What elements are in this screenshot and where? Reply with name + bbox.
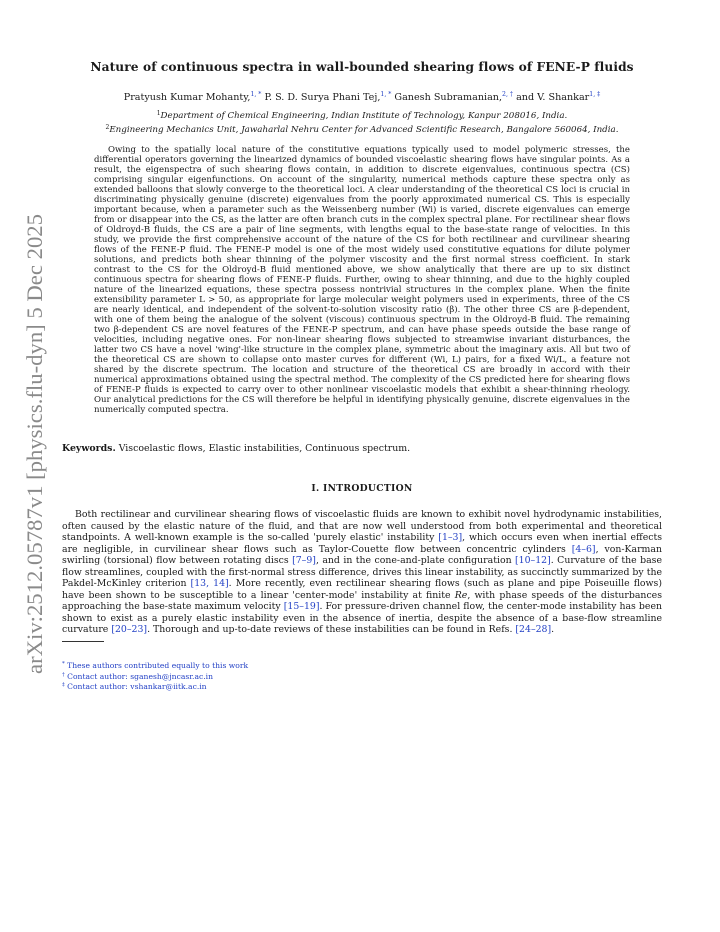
citation-link[interactable]: [1–3] bbox=[438, 532, 463, 544]
intro-text: . bbox=[551, 623, 555, 635]
intro-text: , and in the cone-and-plate configuration bbox=[315, 555, 516, 567]
affiliation-mark: 2 bbox=[105, 124, 110, 131]
footnote-mark: † bbox=[62, 671, 65, 678]
affiliation-mark: 1 bbox=[156, 110, 161, 117]
footnote-text: Contact author: sganesh@jncasr.ac.in bbox=[67, 671, 213, 681]
arxiv-identifier-text: arXiv:2512.05787v1 [physics.flu-dyn] 5 Dec 2025 bbox=[22, 217, 47, 674]
citation-link[interactable]: [24–28] bbox=[515, 623, 552, 635]
citation-link[interactable]: [10–12] bbox=[515, 555, 551, 567]
author-list bbox=[62, 89, 662, 104]
affiliation-text: Engineering Mechanics Unit, Jawaharlal Nehru Center for Advanced Scientific Research, Bangalore 560064, India. bbox=[109, 125, 619, 135]
footnote-mark: ‡ bbox=[62, 682, 65, 688]
keywords bbox=[62, 443, 662, 454]
citation-link[interactable]: [13, 14] bbox=[190, 578, 229, 590]
footnote-item[interactable] bbox=[62, 660, 662, 670]
author-name: Ganesh Subramanian, bbox=[394, 92, 503, 103]
footnote-text: These authors contributed equally to this work bbox=[67, 661, 249, 671]
footnotes bbox=[62, 660, 662, 691]
citation-link[interactable]: [4–6] bbox=[571, 543, 596, 555]
arxiv-identifier-stamp bbox=[12, 214, 52, 674]
author-name: and V. Shankar bbox=[516, 92, 590, 103]
introduction-paragraph bbox=[62, 509, 662, 635]
section-heading-introduction: I. INTRODUCTION bbox=[311, 483, 413, 495]
intro-text: . Thorough and up-to-date reviews of these instabilities can be found in Refs. bbox=[147, 623, 516, 635]
author-mark: 1, ‡ bbox=[589, 91, 601, 98]
intro-text: , with phase speeds of the disturbances approaching the base-state maximum velocity bbox=[62, 589, 663, 613]
footnote-item[interactable] bbox=[62, 681, 662, 691]
intro-text: . Curvature of the base flow streamlines, coupled with the first-normal stress difference, drives this linear instability, as succinctly summarized by the Pakdel-McKinley criterion bbox=[62, 555, 662, 590]
affiliation-text: Department of Chemical Engineering, Indian Institute of Technology, Kanpur 208016, India. bbox=[160, 111, 568, 121]
abstract: Owing to the spatially local nature of the constitutive equations typically used to model polymeric stresses, the differential operators governing the linearized dynamics of bounded viscoelastic shearing flows have singular points. As a result, the eigenspectra of such shearing flows contain, in addition to discrete eigenvalues, continuous spectra (CS) comprising singular eigenfunctions. On account of the singularity, numerical methods capture these spectra only as extended balloons that slowly converge to the theoretical loci. A clear understanding of the theoretical CS loci is crucial in discriminating physically genuine (discrete) eigenvalues from the poorly approximated numerical CS. This is especially important because, when a parameter such as the Weissenberg number (Wi) is varied, discrete eigenvalues can emerge from or disappear into the CS, as the latter are often branch cuts in the complex spectral plane. For rectilinear shear flows of Oldroyd-B fluids, the CS are a pair of line segments, with lengths equal to the base-state range of velocities. In this study, we provide the first comprehensive account of the nature of the CS for both rectilinear and curvilinear shearing flows of the FENE-P fluid. The FENE-P model is one of the most widely used constitutive equations for dilute polymer solutions, and predicts both shear thinning of the polymer viscosity and the first normal stress coefficient. In stark contrast to the CS for the Oldroyd-B fluid mentioned above, we show analytically that there are up to six distinct continuous spectra for shearing flows of FENE-P fluids. Further, owing to shear thinning, and due to the highly coupled nature of the linearized equations, these spectra possess nontrivial structures in the complex plane. When the finite extensibility parameter L > 50, as appropriate for large molecular weight polymers used in experiments, three of the CS are nearly identical, and independent of the solvent-to-solution viscosity ratio (β). The other three CS are β-dependent, with one of them being the analogue of the solvent (viscous) continuous spectrum in the Oldroyd-B fluid. The remaining two β-dependent CS are novel features of the FENE-P spectrum, and can have phase speeds outside the base range of velocities, including negative ones. For non-linear shearing flows subjected to streamwise invariant disturbances, the latter two CS have a novel 'wing'-like structure in the complex plane, symmetric about the imaginary axis. All but two of the theoretical CS are shown to collapse onto master curves for different (Wi, L) pairs, for a fixed Wi/L, a feature not shared by the discrete spectrum. The location and structure of the theoretical CS are broadly in accord with their numerical approximations obtained using the spectral method. The complexity of the CS predicted here for shearing flows of FENE-P fluids is expected to carry over to other nonlinear viscoelastic models that exhibit a shear-thinning rheology. Our analytical predictions for the CS will therefore be helpful in identifying physically genuine, discrete eigenvalues in the numerically computed spectra. bbox=[94, 145, 630, 416]
author-mark: 1, * bbox=[250, 91, 262, 98]
citation-link[interactable]: [7–9] bbox=[292, 555, 316, 567]
footnote-text: Contact author: vshankar@iitk.ac.in bbox=[67, 682, 207, 691]
author-mark: 1, * bbox=[380, 91, 392, 98]
keywords-label: Keywords. bbox=[62, 443, 116, 455]
intro-text: Both rectilinear and curvilinear shearing flows of viscoelastic fluids are known to exhibit novel hydrodynamic instabilities, often caused by the elastic nature of the fluid, and that are now well understood from both experimental and theoretical standpoints. A well-known example is the so-called 'purely elastic' instability bbox=[62, 509, 662, 544]
footnote-rule bbox=[62, 641, 104, 642]
author-name: P. S. D. Surya Phani Tej, bbox=[264, 92, 381, 103]
keywords-text: Viscoelastic flows, Elastic instabilities, Continuous spectrum. bbox=[115, 443, 411, 455]
affiliation-1 bbox=[62, 108, 662, 122]
paper-page bbox=[62, 60, 662, 691]
citation-link[interactable]: [20–23] bbox=[111, 623, 148, 635]
intro-text: , von-Karman swirling (torsional) flow between rotating discs bbox=[62, 543, 662, 567]
footnote-mark: * bbox=[62, 661, 65, 668]
author-mark: 2, † bbox=[502, 91, 513, 98]
intro-text: , which occurs even when inertial effects are negligible, in curvilinear shear flows such as Taylor-Couette flow between concentric cylinders bbox=[62, 532, 663, 555]
author-name: Pratyush Kumar Mohanty, bbox=[123, 92, 251, 103]
paper-title: Nature of continuous spectra in wall-bounded shearing flows of FENE-P fluids bbox=[90, 60, 634, 74]
footnote-item[interactable] bbox=[62, 671, 662, 681]
intro-text: . More recently, even rectilinear shearing flows (such as plane and pipe Poiseuille flows) have been shown to be susceptible to a linear 'center-mode' instability at finite bbox=[62, 578, 662, 601]
intro-text: . For pressure-driven channel flow, the center-mode instability has been shown to exist as a purely elastic instability even in the absence of inertia, despite the absence of a base-flow streamline curvature bbox=[62, 601, 662, 635]
affiliation-2 bbox=[62, 122, 662, 136]
reynolds-symbol: Re bbox=[454, 589, 468, 601]
citation-link[interactable]: [15–19] bbox=[283, 601, 320, 613]
